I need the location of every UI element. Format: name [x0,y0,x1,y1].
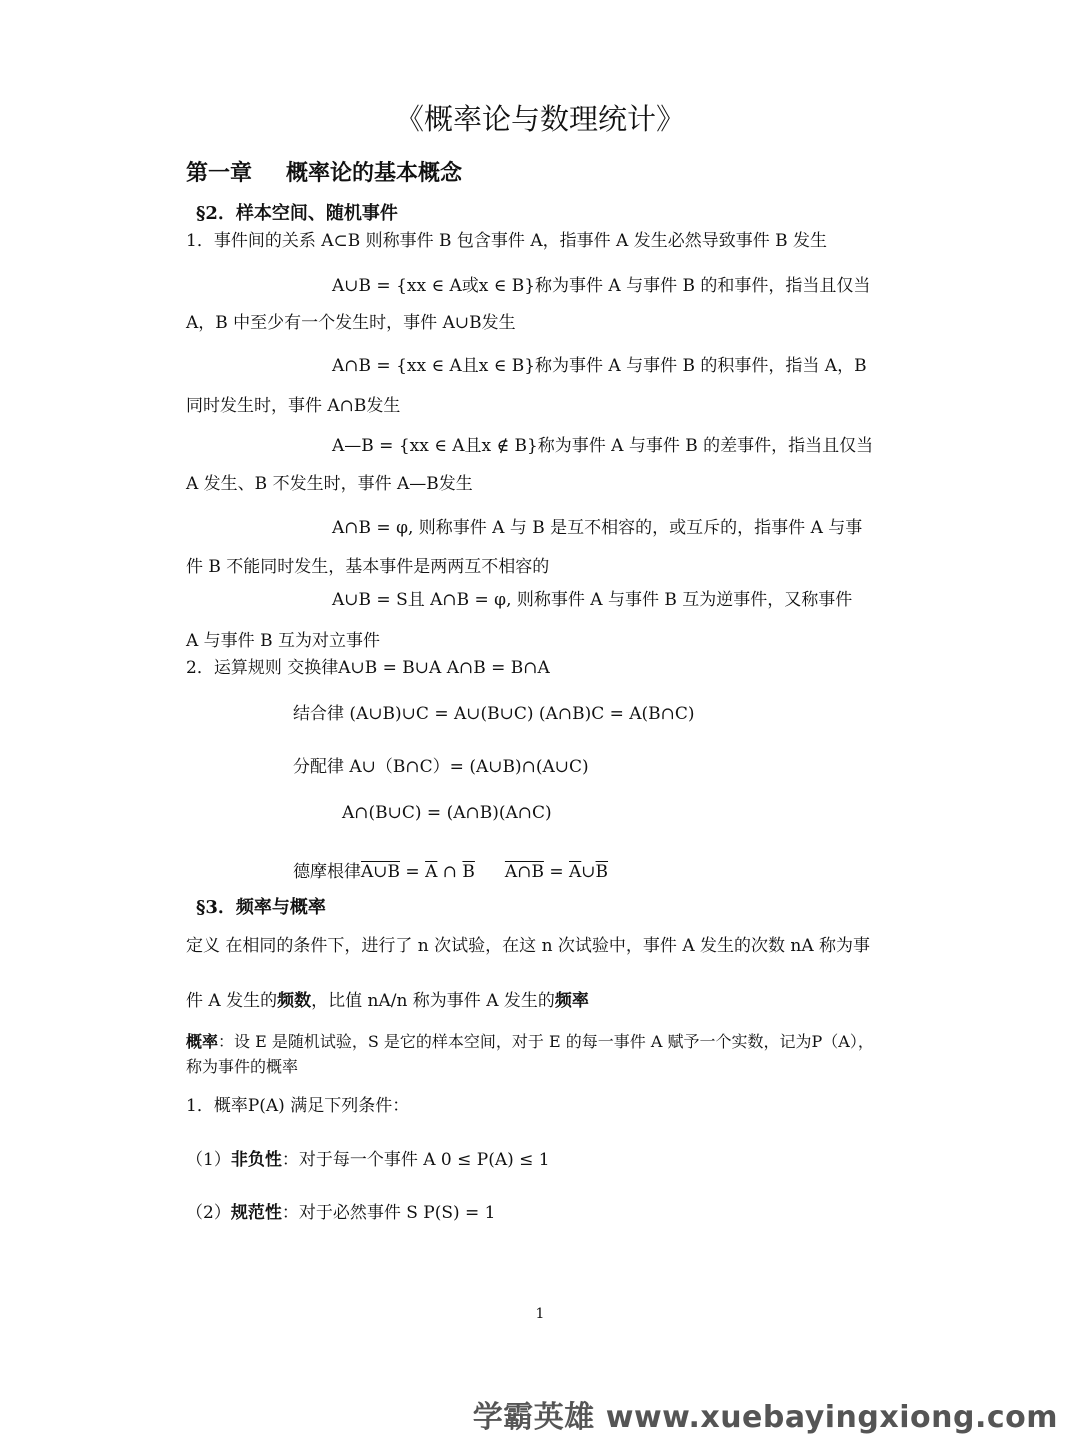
text-span: （1） [186,1150,231,1170]
probability-definition-line-2: 称为事件的概率 [186,1057,299,1076]
text-span: ，比值 nA/n 称为事件 A 发生的 [311,991,555,1011]
de-morgan-lhs-2: A∩B [504,862,544,882]
difference-definition: A—B = {xx ∈ A且x ∉ B}称为事件 A 与事件 B 的差事件，指当且仅当 [332,436,874,456]
text-span: ：对于必然事件 S P(S) = 1 [281,1203,496,1223]
de-morgan-label: 德摩根律 [293,862,361,882]
condition-nonnegativity [186,1150,550,1170]
term-frequency-count: 频数 [277,991,312,1011]
intersection-definition: A∩B = {xx ∈ A且x ∈ B}称为事件 A 与事件 B 的积事件，指当 A，B [332,356,867,376]
page-number: 1 [535,1306,545,1322]
text-line-9: 件 B 不能同时发生，基本事件是两两互不相容的 [186,557,550,577]
text-line-11: A 与事件 B 互为对立事件 [186,631,380,651]
text-line-7: A 发生、B 不发生时，事件 A—B发生 [186,474,473,494]
section-3-heading: §3．频率与概率 [196,897,326,918]
overline-a: $\overline{A}$ [569,862,582,882]
text-span: ：对于每一个事件 A 0 ≤ P(A) ≤ 1 [281,1150,550,1170]
overline-b: $\overline{B}$ [595,862,609,882]
text-line-3: A，B 中至少有一个发生时，事件 A∪B发生 [186,313,516,333]
frequency-definition-line-2 [186,991,589,1011]
watermark: 学霸英雄 www.xuebayingxiong.com [472,1400,1058,1435]
condition-normalization [186,1203,496,1223]
term-probability: 概率 [186,1032,219,1051]
cap-symbol: ∩ [437,862,463,882]
chapter-heading [186,160,462,186]
mutually-exclusive-definition: A∩B = φ, 则称事件 A 与 B 是互不相容的，或互斥的，指事件 A 与事 [332,518,863,538]
equals-sign: = [400,862,426,882]
de-morgan-lhs-1: A∪B [361,862,401,882]
de-morgan-law [293,862,608,882]
probability-definition-line-1 [186,1032,874,1051]
document-title: 《概率论与数理统计》 [394,102,685,136]
term-nonnegativity: 非负性 [230,1150,282,1170]
text-span: （2） [186,1203,231,1223]
complement-definition: A∪B = S且 A∩B = φ, 则称事件 A 与事件 B 互为逆事件，又称事件 [332,590,853,610]
frequency-definition-line-1: 定义 在相同的条件下，进行了 n 次试验，在这 n 次试验中，事件 A 发生的次数 nA 称为事 [186,936,871,956]
chapter-label: 第一章 [186,160,253,186]
term-normalization: 规范性 [230,1203,282,1223]
conditions-intro: 1．概率P(A) 满足下列条件： [186,1096,410,1116]
text-span: ：设 E 是随机试验，S 是它的样本空间，对于 E 的每一事件 A 赋予一个实数，记为P（A）， [218,1032,874,1051]
text-span: 件 A 发生的 [186,991,278,1011]
associative-law: 结合律 (A∪B)∪C = A∪(B∪C) (A∩B)C = A(B∩C) [293,704,695,724]
overline-a: $\overline{A}$ [425,862,438,882]
chapter-title: 概率论的基本概念 [286,160,463,186]
union-definition: A∪B = {xx ∈ A或x ∈ B}称为事件 A 与事件 B 的和事件，指当且仅当 [332,276,871,296]
text-line-5: 同时发生时，事件 A∩B发生 [186,396,401,416]
cup-symbol: ∪ [581,862,596,882]
section-2-heading: §2．样本空间、随机事件 [196,203,398,224]
commutative-law: 2．运算规则 交换律A∪B = B∪A A∩B = B∩A [186,658,550,678]
text-line-1: 1．事件间的关系 A⊂B 则称事件 B 包含事件 A，指事件 A 发生必然导致事件 B 发生 [186,231,828,251]
distributive-law-2: A∩(B∪C) = (A∩B)(A∩C) [342,803,552,823]
distributive-law-1: 分配律 A∪（B∩C）= (A∪B)∩(A∪C) [293,757,589,777]
term-frequency: 频率 [554,991,589,1011]
equals-sign: = [543,862,569,882]
overline-b: $\overline{B}$ [462,862,475,882]
